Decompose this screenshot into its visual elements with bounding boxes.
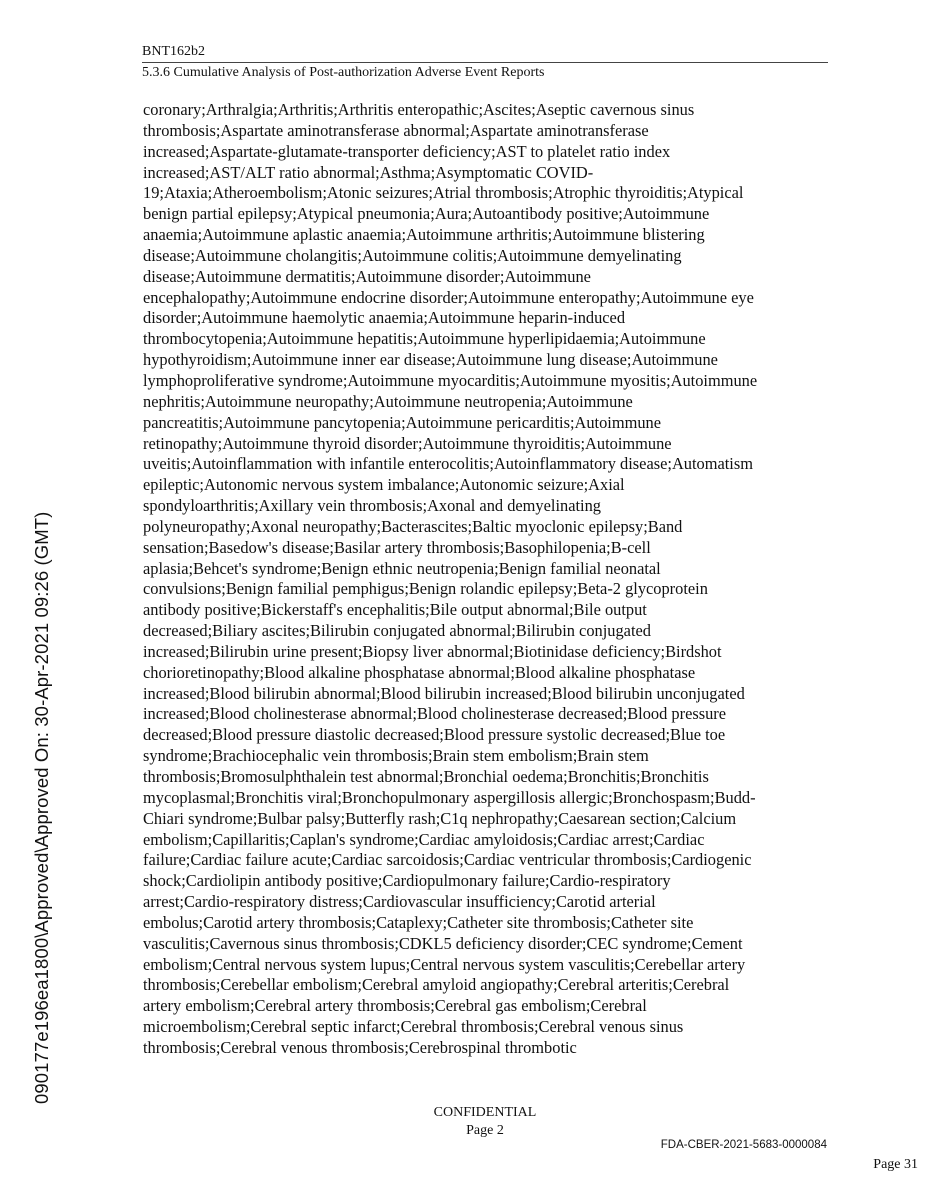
fda-document-id: FDA-CBER-2021-5683-0000084 [660, 1139, 827, 1151]
document-header [142, 44, 828, 82]
product-name: BNT162b2 [142, 44, 205, 59]
outer-page-number: Page 31 [873, 1157, 918, 1172]
confidential-label: CONFIDENTIAL [433, 1105, 537, 1120]
approval-stamp: 090177e196ea1800\Approved\Approved On: 30-Apr-2021 09:26 (GMT) [31, 511, 52, 1104]
adverse-event-terms-text: coronary;Arthralgia;Arthritis;Arthritis enteropathic;Ascites;Aseptic cavernous sinus thrombosis;Aspartate aminotransferase abnormal;Aspartate aminotransferase increased;Aspartate-glutamate-transporter deficiency;AST to platelet ratio index increased;AST/ALT ratio abnormal;Asthma;Asymptomatic COVID- 19;Ataxia;Atheroembolism;Atonic seizures;Atrial thrombosis;Atrophic thyroiditis;Atypical benign partial epilepsy;Atypical pneumonia;Aura;Autoantibody positive;Autoimmune anaemia;Autoimmune aplastic anaemia;Autoimmune arthritis;Autoimmune blistering disease;Autoimmune cholangitis;Autoimmune colitis;Autoimmune demyelinating disease;Autoimmune dermatitis;Autoimmune disorder;Autoimmune encephalopathy;Autoimmune endocrine disorder;Autoimmune enteropathy;Autoimmune eye disorder;Autoimmune haemolytic anaemia;Autoimmune heparin-induced thrombocytopenia;Autoimmune hepatitis;Autoimmune hyperlipidaemia;Autoimmune hypothyroidism;Autoimmune inner ear disease;Autoimmune lung disease;Autoimmune lymphoproliferative syndrome;Autoimmune myocarditis;Autoimmune myositis;Autoimmune nephritis;Autoimmune neuropathy;Autoimmune neutropenia;Autoimmune pancreatitis;Autoimmune pancytopenia;Autoimmune pericarditis;Autoimmune retinopathy;Autoimmune thyroid disorder;Autoimmune thyroiditis;Autoimmune uveitis;Autoinflammation with infantile enterocolitis;Autoinflammatory disease;Automatism epileptic;Autonomic nervous system imbalance;Autonomic seizure;Axial spondyloarthritis;Axillary vein thrombosis;Axonal and demyelinating polyneuropathy;Axonal neuropathy;Bacterascites;Baltic myoclonic epilepsy;Band sensation;Basedow's disease;Basilar artery thrombosis;Basophilopenia;B-cell aplasia;Behcet's syndrome;Benign ethnic neutropenia;Benign familial neonatal convulsions;Benign familial pemphigus;Benign rolandic epilepsy;Beta-2 glycoprotein antibody positive;Bickerstaff's encephalitis;Bile output abnormal;Bile output decreased;Biliary ascites;Bilirubin conjugated abnormal;Bilirubin conjugated increased;Bilirubin urine present;Biopsy liver abnormal;Biotinidase deficiency;Birdshot chorioretinopathy;Blood alkaline phosphatase abnormal;Blood alkaline phosphatase increased;Blood bilirubin abnormal;Blood bilirubin increased;Blood bilirubin unconjugated increased;Blood cholinesterase abnormal;Blood cholinesterase decreased;Blood pressure decreased;Blood pressure diastolic decreased;Blood pressure systolic decreased;Blue toe syndrome;Brachiocephalic vein thrombosis;Brain stem embolism;Brain stem thrombosis;Bromosulphthalein test abnormal;Bronchial oedema;Bronchitis;Bronchitis mycoplasmal;Bronchitis viral;Bronchopulmonary aspergillosis allergic;Bronchospasm;Budd- Chiari syndrome;Bulbar palsy;Butterfly rash;C1q nephropathy;Caesarean section;Calcium embolism;Capillaritis;Caplan's syndrome;Cardiac amyloidosis;Cardiac arrest;Cardiac failure;Cardiac failure acute;Cardiac sarcoidosis;Cardiac ventricular thrombosis;Cardiogenic shock;Cardiolipin antibody positive;Cardiopulmonary failure;Cardio-respiratory arrest;Cardio-respiratory distress;Cardiovascular insufficiency;Carotid arterial embolus;Carotid artery thrombosis;Cataplexy;Catheter site thrombosis;Catheter site vasculitis;Cavernous sinus thrombosis;CDKL5 deficiency disorder;CEC syndrome;Cement embolism;Central nervous system lupus;Central nervous system vasculitis;Cerebellar artery thrombosis;Cerebellar embolism;Cerebral amyloid angiopathy;Cerebral arteritis;Cerebral artery embolism;Cerebral artery thrombosis;Cerebral gas embolism;Cerebral microembolism;Cerebral septic infarct;Cerebral thrombosis;Cerebral venous sinus thrombosis;Cerebral venous thrombosis;Cerebrospinal thrombotic [143, 100, 758, 1057]
section-title: 5.3.6 Cumulative Analysis of Post-authorization Adverse Event Reports [142, 65, 545, 80]
inner-page-number: Page 2 [466, 1123, 504, 1138]
header-rule [142, 62, 828, 63]
